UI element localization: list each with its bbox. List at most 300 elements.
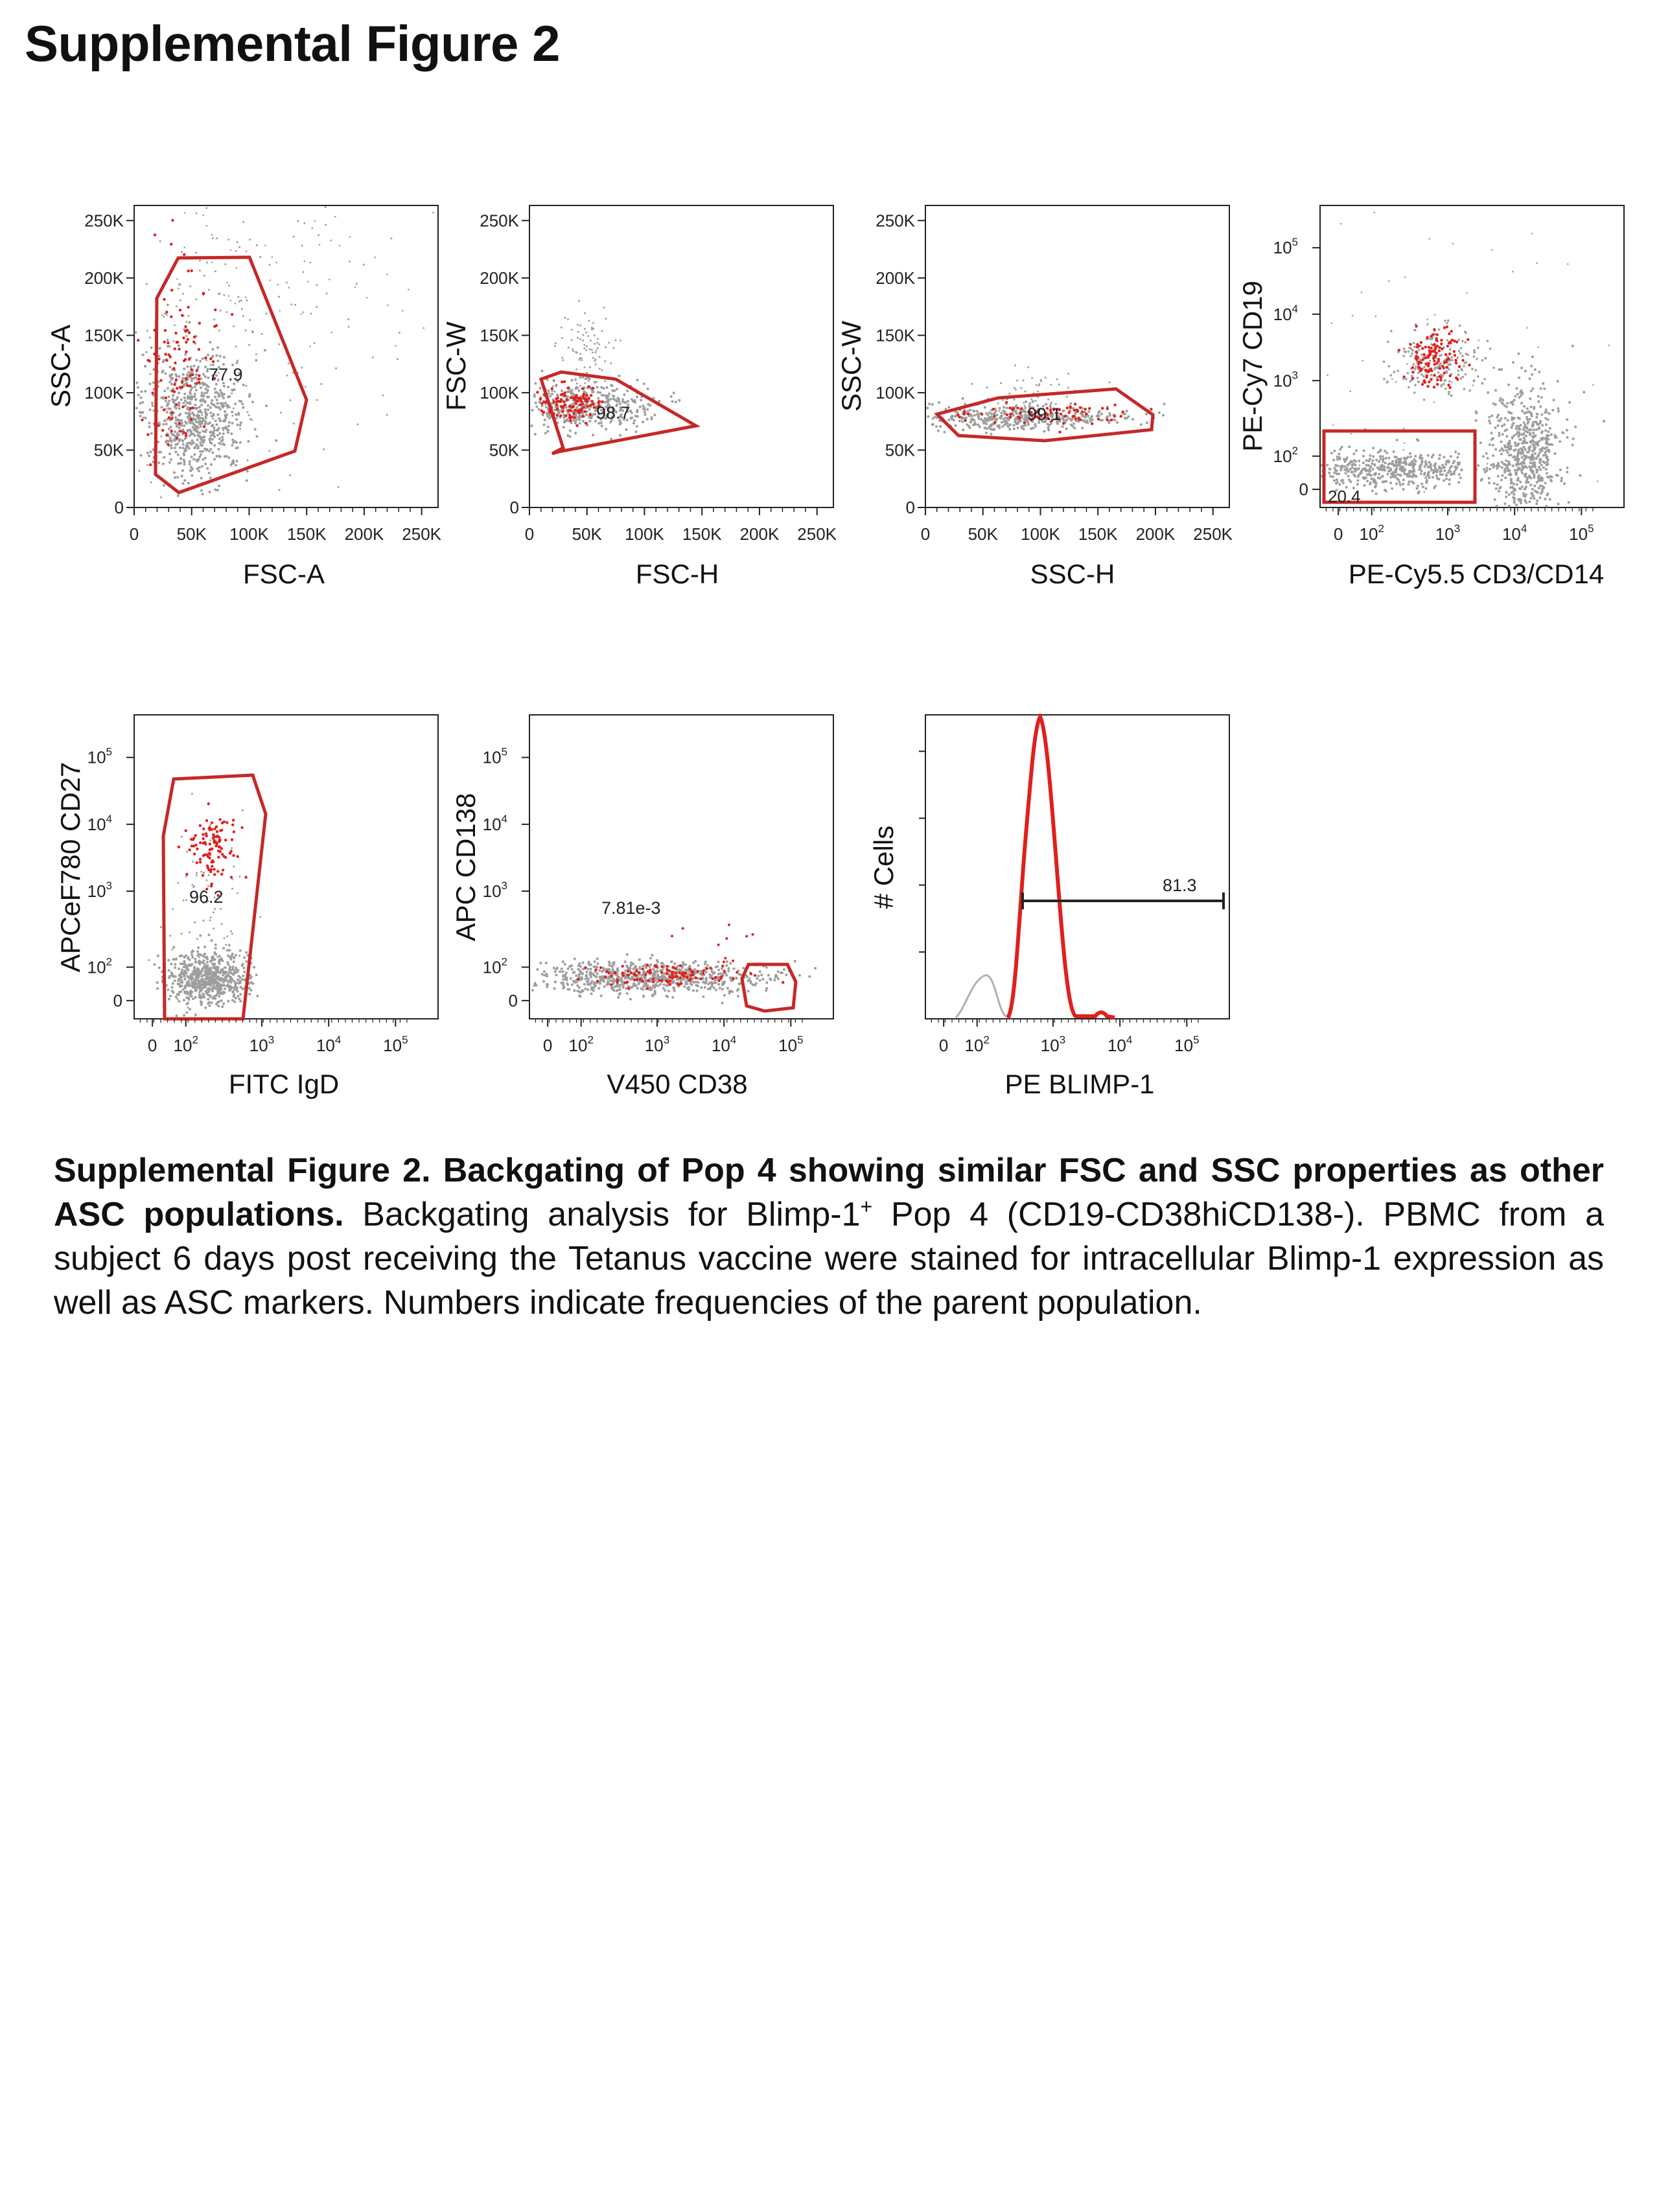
event-gray bbox=[200, 989, 202, 992]
event-gray bbox=[183, 479, 186, 482]
event-gray bbox=[623, 393, 626, 396]
event-gray bbox=[1420, 463, 1422, 466]
event-gray bbox=[203, 953, 206, 955]
event-gray bbox=[1397, 370, 1399, 373]
event-gray bbox=[993, 412, 996, 414]
event-gray bbox=[211, 399, 213, 402]
event-gray bbox=[1543, 388, 1546, 390]
event-red bbox=[561, 410, 564, 413]
event-gray bbox=[1327, 374, 1328, 376]
event-gray bbox=[209, 824, 211, 826]
event-gray bbox=[1351, 464, 1354, 467]
event-red bbox=[224, 839, 227, 841]
event-gray bbox=[569, 430, 572, 432]
p1-axes bbox=[84, 211, 441, 544]
event-gray bbox=[224, 402, 227, 404]
event-gray bbox=[1532, 471, 1535, 473]
event-gray bbox=[170, 441, 172, 443]
event-gray bbox=[1424, 465, 1426, 468]
event-gray bbox=[1527, 430, 1529, 433]
event-gray bbox=[700, 970, 702, 972]
event-gray bbox=[561, 968, 563, 970]
event-gray bbox=[215, 355, 218, 357]
event-gray bbox=[1382, 475, 1384, 478]
event-gray bbox=[971, 383, 973, 385]
event-gray bbox=[146, 351, 148, 353]
event-gray bbox=[1014, 364, 1016, 366]
event-red bbox=[1121, 410, 1124, 413]
event-gray bbox=[174, 476, 176, 479]
event-gray bbox=[1335, 482, 1338, 485]
event-gray bbox=[297, 220, 299, 222]
y-tick-label: 50K bbox=[489, 440, 519, 460]
event-gray bbox=[207, 423, 209, 425]
event-red bbox=[188, 331, 191, 334]
event-gray bbox=[561, 337, 563, 339]
event-gray bbox=[1438, 458, 1441, 460]
event-gray bbox=[215, 455, 218, 458]
event-red bbox=[1440, 376, 1443, 378]
event-gray bbox=[1050, 384, 1052, 386]
event-red bbox=[589, 413, 592, 416]
event-gray bbox=[206, 467, 209, 470]
event-red bbox=[1448, 332, 1450, 335]
event-gray bbox=[1504, 463, 1507, 466]
event-gray bbox=[1460, 377, 1463, 380]
event-red bbox=[1433, 360, 1435, 362]
event-gray bbox=[1475, 410, 1478, 413]
event-red bbox=[1076, 410, 1079, 412]
event-gray bbox=[235, 250, 237, 252]
event-gray bbox=[1502, 402, 1504, 405]
event-gray bbox=[1012, 415, 1014, 417]
event-gray bbox=[1351, 471, 1353, 474]
event-gray bbox=[1518, 487, 1521, 490]
event-gray bbox=[618, 993, 621, 995]
event-gray bbox=[205, 957, 208, 959]
panel-ssc-h-vs-ssc-w bbox=[836, 205, 1233, 589]
event-gray bbox=[1568, 501, 1570, 504]
event-gray bbox=[575, 368, 577, 370]
event-gray bbox=[148, 422, 151, 425]
event-gray bbox=[1069, 402, 1072, 405]
y-tick-label: $10^2$ bbox=[87, 955, 112, 977]
event-red bbox=[1436, 378, 1439, 381]
x-axis-label: FSC-A bbox=[243, 559, 325, 589]
event-gray bbox=[1549, 498, 1551, 501]
event-gray bbox=[191, 977, 194, 979]
event-red bbox=[1430, 335, 1432, 338]
event-gray bbox=[1375, 316, 1377, 318]
event-gray bbox=[598, 343, 600, 345]
event-gray bbox=[1126, 410, 1128, 412]
event-red bbox=[1069, 405, 1071, 408]
event-gray bbox=[221, 984, 224, 986]
event-gray bbox=[632, 422, 635, 425]
event-gray bbox=[1422, 485, 1424, 488]
event-gray bbox=[207, 998, 209, 1001]
event-gray bbox=[1505, 460, 1507, 462]
event-gray bbox=[599, 356, 601, 358]
y-tick-label: $10^5$ bbox=[1273, 236, 1298, 258]
event-gray bbox=[1419, 358, 1421, 361]
event-gray bbox=[1463, 365, 1465, 367]
x-tick-label: 0 bbox=[1333, 524, 1343, 544]
x-tick-label: 150K bbox=[682, 524, 722, 544]
event-gray bbox=[577, 390, 580, 392]
event-gray bbox=[192, 861, 194, 863]
event-gray bbox=[213, 429, 216, 432]
event-gray bbox=[167, 303, 169, 306]
event-gray bbox=[1363, 468, 1365, 471]
event-gray bbox=[1356, 483, 1359, 485]
event-gray bbox=[1520, 367, 1523, 369]
event-gray bbox=[189, 994, 191, 996]
event-gray bbox=[1336, 465, 1339, 467]
event-gray bbox=[1426, 319, 1428, 321]
event-gray bbox=[1428, 238, 1430, 240]
event-red bbox=[184, 325, 187, 328]
event-gray bbox=[1487, 457, 1489, 460]
event-red bbox=[573, 416, 575, 419]
event-gray bbox=[1341, 446, 1343, 448]
event-gray bbox=[1430, 467, 1432, 469]
event-gray bbox=[1500, 368, 1503, 371]
event-gray bbox=[931, 423, 934, 426]
event-gray bbox=[185, 997, 188, 999]
event-gray bbox=[182, 988, 185, 991]
event-gray bbox=[1369, 458, 1371, 460]
event-gray bbox=[220, 392, 223, 395]
event-gray bbox=[229, 978, 232, 981]
event-gray bbox=[1458, 350, 1461, 353]
event-gray bbox=[1450, 356, 1453, 359]
event-gray bbox=[1390, 330, 1393, 332]
event-gray bbox=[139, 411, 141, 413]
event-gray bbox=[656, 960, 659, 963]
event-gray bbox=[759, 979, 761, 982]
event-gray bbox=[571, 329, 573, 331]
event-red bbox=[1005, 401, 1008, 404]
event-gray bbox=[198, 417, 200, 420]
event-gray bbox=[230, 972, 233, 975]
event-gray bbox=[255, 353, 257, 355]
event-red bbox=[185, 351, 187, 353]
event-gray bbox=[194, 407, 197, 410]
event-gray bbox=[231, 389, 234, 391]
event-gray bbox=[1553, 399, 1555, 401]
event-gray bbox=[200, 421, 202, 423]
event-gray bbox=[234, 985, 237, 988]
event-gray bbox=[636, 987, 639, 990]
event-gray bbox=[1034, 425, 1037, 428]
event-gray bbox=[187, 415, 189, 418]
event-red bbox=[178, 348, 180, 351]
event-red bbox=[209, 848, 211, 851]
event-gray bbox=[184, 964, 187, 966]
event-gray bbox=[186, 373, 189, 376]
x-tick-label: 50K bbox=[176, 524, 207, 544]
event-red bbox=[165, 397, 167, 399]
event-red bbox=[215, 825, 218, 828]
event-gray bbox=[239, 993, 242, 995]
event-gray bbox=[264, 244, 266, 246]
event-red bbox=[189, 407, 192, 410]
event-gray bbox=[1417, 380, 1420, 383]
event-gray bbox=[1037, 390, 1039, 392]
event-gray bbox=[218, 293, 220, 295]
event-gray bbox=[197, 976, 200, 979]
event-gray bbox=[1326, 464, 1328, 467]
event-gray bbox=[1501, 425, 1503, 427]
event-gray bbox=[1530, 365, 1533, 367]
event-gray bbox=[729, 962, 732, 964]
event-gray bbox=[1422, 375, 1425, 378]
event-red bbox=[1106, 419, 1109, 421]
y-tick-label: $10^4$ bbox=[1273, 302, 1298, 324]
event-gray bbox=[1370, 474, 1373, 477]
event-gray bbox=[1531, 373, 1533, 376]
event-red bbox=[967, 413, 969, 415]
event-gray bbox=[1002, 399, 1004, 401]
event-red bbox=[183, 253, 185, 256]
event-gray bbox=[238, 982, 240, 984]
event-gray bbox=[237, 360, 238, 362]
y-tick-label: 0 bbox=[1299, 480, 1308, 500]
event-gray bbox=[622, 984, 625, 987]
event-gray bbox=[200, 394, 203, 397]
event-gray bbox=[1014, 399, 1015, 401]
event-gray bbox=[1500, 479, 1503, 482]
event-gray bbox=[591, 329, 593, 331]
event-red bbox=[223, 821, 226, 823]
event-gray bbox=[704, 962, 706, 965]
event-gray bbox=[301, 245, 303, 247]
event-gray bbox=[1429, 338, 1432, 340]
event-gray bbox=[1045, 377, 1047, 378]
event-gray bbox=[624, 960, 627, 963]
event-gray bbox=[1513, 399, 1516, 401]
event-red bbox=[563, 380, 566, 383]
event-gray bbox=[199, 441, 202, 444]
event-gray bbox=[1423, 399, 1426, 401]
event-gray bbox=[217, 992, 219, 994]
event-gray bbox=[180, 457, 182, 460]
event-gray bbox=[183, 975, 185, 977]
event-gray bbox=[1445, 370, 1448, 373]
event-gray bbox=[1446, 339, 1449, 342]
event-gray bbox=[237, 975, 240, 977]
event-gray bbox=[207, 987, 210, 990]
event-gray bbox=[673, 391, 675, 394]
event-red bbox=[210, 868, 213, 870]
event-gray bbox=[218, 437, 221, 440]
event-gray bbox=[1455, 468, 1457, 471]
event-gray bbox=[1070, 423, 1073, 426]
event-gray bbox=[292, 372, 294, 374]
event-gray bbox=[1572, 444, 1574, 447]
event-gray bbox=[230, 300, 232, 302]
event-gray bbox=[1514, 489, 1516, 491]
event-gray bbox=[167, 402, 169, 405]
event-red bbox=[1426, 375, 1428, 377]
event-red bbox=[1448, 353, 1451, 355]
event-gray bbox=[1502, 399, 1504, 401]
event-gray bbox=[1532, 443, 1535, 446]
event-gray bbox=[970, 419, 973, 422]
event-gray bbox=[209, 437, 211, 440]
event-gray bbox=[167, 440, 170, 443]
x-tick-label: 200K bbox=[1135, 524, 1176, 544]
event-gray bbox=[272, 256, 273, 258]
event-red bbox=[154, 233, 156, 236]
event-gray bbox=[216, 989, 219, 992]
event-gray bbox=[1109, 414, 1111, 417]
event-gray bbox=[1531, 425, 1534, 428]
event-gray bbox=[268, 450, 270, 452]
event-gray bbox=[181, 469, 184, 472]
event-gray bbox=[194, 446, 196, 448]
event-gray bbox=[204, 366, 207, 368]
event-gray bbox=[572, 348, 574, 350]
event-gray bbox=[629, 998, 632, 1001]
event-gray bbox=[579, 353, 581, 355]
event-gray bbox=[194, 996, 197, 999]
event-gray bbox=[553, 987, 556, 990]
event-gray bbox=[219, 419, 222, 422]
event-gray bbox=[208, 472, 211, 474]
event-gray bbox=[642, 404, 644, 407]
event-red bbox=[585, 394, 588, 397]
event-gray bbox=[575, 974, 577, 977]
event-gray bbox=[208, 968, 210, 970]
event-gray bbox=[1062, 425, 1064, 428]
event-gray bbox=[1367, 464, 1370, 467]
event-gray bbox=[576, 382, 578, 384]
event-red bbox=[218, 839, 221, 841]
event-gray bbox=[642, 421, 644, 423]
event-gray bbox=[222, 978, 225, 981]
event-gray bbox=[591, 349, 593, 351]
event-gray bbox=[578, 973, 581, 976]
event-red bbox=[198, 378, 200, 380]
event-gray bbox=[186, 851, 188, 853]
event-gray bbox=[222, 947, 225, 949]
event-gray bbox=[1372, 455, 1375, 458]
event-gray bbox=[198, 953, 200, 955]
event-gray bbox=[1496, 505, 1498, 507]
event-gray bbox=[208, 289, 210, 291]
event-gray bbox=[1084, 416, 1087, 419]
event-red bbox=[163, 298, 165, 301]
event-gray bbox=[149, 382, 152, 385]
event-gray bbox=[219, 979, 222, 981]
event-gray bbox=[1572, 345, 1574, 347]
event-gray bbox=[1047, 426, 1050, 429]
event-gray bbox=[204, 375, 207, 378]
event-gray bbox=[1438, 329, 1441, 331]
event-gray bbox=[1383, 360, 1386, 363]
event-gray bbox=[547, 426, 550, 428]
event-gray bbox=[554, 970, 557, 973]
event-gray bbox=[570, 977, 572, 980]
event-gray bbox=[588, 380, 590, 382]
event-gray bbox=[234, 983, 237, 985]
event-gray bbox=[189, 976, 191, 978]
event-gray bbox=[1522, 467, 1524, 469]
event-red bbox=[581, 388, 584, 390]
event-gray bbox=[228, 285, 230, 286]
event-red bbox=[185, 434, 187, 437]
event-gray bbox=[1389, 468, 1392, 471]
event-gray bbox=[1533, 448, 1535, 451]
event-gray bbox=[1510, 454, 1513, 456]
event-gray bbox=[231, 933, 233, 935]
x-tick-label: 200K bbox=[739, 524, 780, 544]
event-gray bbox=[1566, 418, 1568, 421]
event-gray bbox=[541, 404, 544, 407]
event-gray bbox=[189, 422, 192, 425]
event-gray bbox=[180, 299, 181, 301]
panel-igd-vs-cd27 bbox=[55, 715, 438, 1099]
event-gray bbox=[1507, 469, 1510, 471]
event-red bbox=[199, 858, 202, 861]
event-gray bbox=[199, 435, 202, 437]
event-red bbox=[176, 437, 178, 439]
event-gray bbox=[316, 284, 318, 286]
x-tick-label: $10^5$ bbox=[383, 1034, 408, 1055]
event-gray bbox=[575, 419, 578, 421]
event-gray bbox=[1523, 405, 1526, 408]
event-red bbox=[1456, 378, 1459, 380]
event-red bbox=[1436, 333, 1439, 336]
event-gray bbox=[150, 450, 152, 453]
event-gray bbox=[226, 985, 228, 988]
event-gray bbox=[1511, 436, 1514, 439]
event-gray bbox=[200, 871, 202, 873]
event-red bbox=[1446, 358, 1448, 361]
event-gray bbox=[215, 270, 216, 272]
event-gray bbox=[1379, 455, 1382, 458]
event-gray bbox=[216, 429, 219, 432]
event-gray bbox=[1494, 498, 1496, 501]
event-gray bbox=[184, 421, 187, 423]
event-red bbox=[1084, 408, 1087, 410]
event-red bbox=[556, 408, 559, 410]
event-gray bbox=[194, 922, 196, 924]
event-gray bbox=[184, 399, 187, 402]
event-red bbox=[198, 375, 200, 377]
event-gray bbox=[589, 348, 591, 350]
event-gray bbox=[1408, 386, 1410, 389]
event-gray bbox=[1339, 448, 1341, 450]
event-gray bbox=[249, 319, 251, 321]
event-gray bbox=[664, 989, 666, 992]
event-gray bbox=[243, 956, 246, 959]
event-gray bbox=[174, 963, 176, 966]
event-gray bbox=[205, 991, 208, 994]
event-red bbox=[217, 856, 220, 859]
event-gray bbox=[174, 975, 177, 978]
event-gray bbox=[194, 393, 196, 395]
event-gray bbox=[1508, 505, 1511, 507]
event-gray bbox=[594, 381, 596, 384]
event-gray bbox=[326, 292, 328, 294]
event-red bbox=[198, 348, 200, 351]
event-gray bbox=[387, 305, 389, 307]
event-gray bbox=[178, 968, 180, 970]
event-gray bbox=[1446, 322, 1448, 325]
